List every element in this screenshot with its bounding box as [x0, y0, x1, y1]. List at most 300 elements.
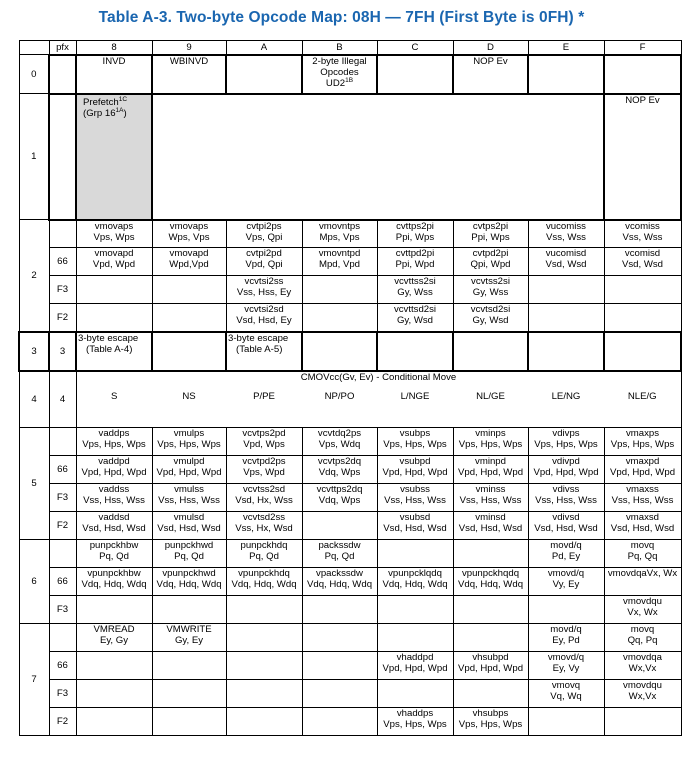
- cell-7-d-f2: [453, 708, 528, 736]
- cell-text: movq: [630, 540, 655, 551]
- cell-text: Vps, Hps, Wps: [458, 719, 523, 730]
- cell-2-9-f3: [152, 276, 226, 304]
- cell-2-8-66: [76, 248, 152, 276]
- cell-text: Vsd, Hsd, Wsd: [383, 523, 447, 534]
- cell-text: vcvtsd2si: [470, 304, 511, 315]
- cell-text: Vps, Wdq: [318, 439, 361, 450]
- cell-5-f: [604, 428, 681, 456]
- cell-2-9-66: [152, 248, 226, 276]
- row-label-2: 2: [19, 220, 49, 332]
- cell-6-c-f3: [377, 596, 453, 624]
- cell-6-f-66: [604, 568, 681, 596]
- cell-5-c-66: [377, 456, 453, 484]
- cell-text: vcvtsi2sd: [244, 304, 284, 315]
- cell-6-c: [377, 540, 453, 568]
- col-header-d: D: [453, 41, 528, 55]
- cell-3-c: [377, 332, 453, 371]
- cell-text: LE/NG: [551, 390, 581, 402]
- row-label-7: 7: [19, 624, 49, 736]
- cell-6-f-f3: [604, 596, 681, 624]
- cell-text: 3-byte escape: [78, 332, 139, 344]
- cell-text: [83, 108, 150, 119]
- cell-text: Qq, Pq: [627, 635, 658, 646]
- cell-text: vsubps: [399, 428, 431, 439]
- cell-5-a: [226, 428, 302, 456]
- cell-text: cvttps2pi: [396, 220, 434, 232]
- cell-6-d-f3: [453, 596, 528, 624]
- cell-text: Vss, Hss, Wss: [459, 495, 522, 506]
- cell-text: Vdq, Hdq, Wdq: [231, 579, 297, 590]
- cell-5-d-66: [453, 456, 528, 484]
- cell-7-9-66: [152, 652, 226, 680]
- cell-text: VMREAD: [93, 624, 135, 635]
- cell-6-b-66: [302, 568, 377, 596]
- cell-text: Vpd, Qpi: [245, 259, 283, 270]
- cmov-p: [226, 384, 302, 428]
- cell-text: Ey, Pd: [552, 635, 580, 646]
- cell-6-a-66: [226, 568, 302, 596]
- cell-text: vmaxpd: [625, 456, 660, 467]
- cell-text: vsubsd: [399, 512, 431, 523]
- col-header-9: 9: [152, 41, 226, 55]
- cell-text: vmovaps: [94, 220, 134, 232]
- cell-2-c-f3: [377, 276, 453, 304]
- cell-text: vmulpd: [173, 456, 205, 467]
- cell-text: Gy, Wsd: [396, 315, 434, 326]
- cell-6-e-f3: [528, 596, 604, 624]
- cell-7-d-66: [453, 652, 528, 680]
- cell-text: Vsd, Hsd, Wsd: [534, 523, 598, 534]
- cell-text: vcomiss: [625, 220, 660, 232]
- cell-6-f: [604, 540, 681, 568]
- cell-text: Vss, Hss, Wss: [611, 495, 674, 506]
- cell-6-d: [453, 540, 528, 568]
- cell-5-8-f3: [76, 484, 152, 512]
- cell-5-f-f2: [604, 512, 681, 540]
- cell-5-f-f3: [604, 484, 681, 512]
- header-row: [19, 41, 681, 55]
- cell-text: vmovdqa: [623, 652, 662, 663]
- cell-text: Vpd, Hpd, Wpd: [609, 467, 676, 478]
- cell-text: Vsd, Hsd, Wsd: [82, 523, 146, 534]
- row-3: [19, 332, 681, 371]
- cell-2-f-f2: [604, 304, 681, 332]
- cell-text: movd/q: [550, 540, 582, 551]
- cell-text: vmaxsd: [625, 512, 660, 523]
- cell-text: Mps, Vps: [319, 231, 360, 243]
- cell-7-b-f3: [302, 680, 377, 708]
- cell-text: Vx, Wx: [627, 607, 658, 618]
- cell-text: Vdq, Hdq, Wdq: [457, 579, 524, 590]
- cell-text: Vss, Hx, Wsd: [235, 523, 293, 534]
- col-header-8: 8: [76, 41, 152, 55]
- cell-text: Opcodes: [320, 66, 359, 78]
- cell-text: Vpd, Hpd, Wpd: [156, 467, 222, 478]
- cell-5-a-66: [226, 456, 302, 484]
- cell-5-9-f3: [152, 484, 226, 512]
- cell-text: cvtpi2ps: [246, 220, 282, 232]
- cell-text: punpckhbw: [89, 540, 139, 551]
- cell-2-9-f2: [152, 304, 226, 332]
- cell-text: Vss, Wss: [546, 231, 586, 243]
- cell-text: Vq, Wq: [550, 691, 582, 702]
- cell-0-a: [226, 55, 302, 94]
- cmov-title: CMOVcc(Gv, Ev) - Conditional Move: [76, 371, 681, 384]
- cell-7-c-66: [377, 652, 453, 680]
- cell-text: Mpd, Vpd: [318, 259, 361, 270]
- row-4-codes: [19, 384, 681, 428]
- cmov-ns: [152, 384, 226, 428]
- row-7-none: [19, 624, 681, 652]
- pfx-cell: F3: [49, 680, 76, 708]
- cell-text: Vps, Wps: [93, 231, 135, 243]
- cell-text: Gy, Wsd: [472, 315, 509, 326]
- cell-text: Qpi, Wpd: [470, 259, 511, 270]
- cell-text: vcvtss2sd: [242, 484, 286, 495]
- row-6-none: [19, 540, 681, 568]
- cell-text: Prefetch: [83, 96, 119, 108]
- cell-5-d-f2: [453, 512, 528, 540]
- row-0: [19, 55, 681, 94]
- opcode-map-table: [18, 40, 682, 736]
- cell-text: Vss, Hss, Wss: [535, 495, 597, 506]
- cell-text: cvtpd2pi: [472, 248, 509, 259]
- cell-text: Wx,Vx: [628, 691, 657, 702]
- cell-7-9: [152, 624, 226, 652]
- cell-text: Vdq, Wps: [318, 467, 361, 478]
- cell-5-d: [453, 428, 528, 456]
- cell-2-f-66: [604, 248, 681, 276]
- cell-6-8-66: [76, 568, 152, 596]
- cell-7-c: [377, 624, 453, 652]
- row-label-4: 4: [19, 371, 49, 428]
- pfx-cell: F3: [49, 484, 76, 512]
- cell-5-9: [152, 428, 226, 456]
- cell-7-d: [453, 624, 528, 652]
- cell-text: (Grp 16: [83, 107, 116, 119]
- cell-text: vpunpckhwd: [162, 568, 216, 579]
- cell-text: VMWRITE: [166, 624, 212, 635]
- cell-text: vsubpd: [399, 456, 431, 467]
- cell-7-8-f2: [76, 708, 152, 736]
- cell-text: Vps, Hps, Wps: [458, 439, 523, 450]
- cell-text: vaddss: [98, 484, 130, 495]
- cell-text: vcvtps2dq: [317, 456, 362, 467]
- cell-7-d-f3: [453, 680, 528, 708]
- cell-text: Vps, Hps, Wps: [383, 719, 447, 730]
- cell-text: vcvtpd2ps: [242, 456, 286, 467]
- cell-3-d: [453, 332, 528, 371]
- cell-text: (Table A-4): [86, 343, 133, 355]
- cell-2-8-f2: [76, 304, 152, 332]
- cell-text: Vdq, Hdq, Wdq: [306, 579, 373, 590]
- cell-text: UD2: [325, 77, 346, 89]
- cell-text: Vps, Qpi: [245, 231, 283, 243]
- cell-1-8: [76, 94, 152, 220]
- cell-2-e-f3: [528, 276, 604, 304]
- pfx-cell: [49, 540, 76, 568]
- cell-2-e-66: [528, 248, 604, 276]
- cell-text: Vpd, Wps: [243, 439, 285, 450]
- cell-2-d-f3: [453, 276, 528, 304]
- cell-7-a-f2: [226, 708, 302, 736]
- cell-text: vmaxps: [625, 428, 660, 439]
- cell-5-9-f2: [152, 512, 226, 540]
- cell-text: Vdq, Hdq, Wdq: [382, 579, 448, 590]
- cell-text: Pq, Qq: [627, 551, 658, 562]
- cell-5-a-f2: [226, 512, 302, 540]
- cell-text: Vps, Hps, Wps: [82, 439, 146, 450]
- cell-2-b: [302, 220, 377, 248]
- cell-text: Vpd, Hpd, Wpd: [382, 467, 448, 478]
- cell-0-c: [377, 55, 453, 94]
- cell-3-e: [528, 332, 604, 371]
- cell-text: vsubss: [400, 484, 430, 495]
- cell-text: vmovapd: [169, 248, 209, 259]
- cell-text: Vpd, Hpd, Wpd: [81, 467, 147, 478]
- cell-text: vpackssdw: [316, 568, 363, 579]
- cell-2-b-66: [302, 248, 377, 276]
- cell-0-b: [302, 55, 377, 94]
- cell-text: vpunpckhdq: [238, 568, 290, 579]
- cell-text: Vps, Hps, Wps: [157, 439, 221, 450]
- cell-3-9: [152, 332, 226, 371]
- cell-text: Pq, Qd: [324, 551, 355, 562]
- cell-text: vhsubpd: [472, 652, 509, 663]
- row-4-title: [19, 371, 681, 384]
- cell-3-f: [604, 332, 681, 371]
- row-label-5: 5: [19, 428, 49, 540]
- cell-text: vhsubps: [472, 708, 509, 719]
- cell-2-c: [377, 220, 453, 248]
- row-2-none: [19, 220, 681, 248]
- cell-text: ): [123, 107, 127, 119]
- cell-text: 2-byte Illegal: [312, 55, 367, 67]
- cell-text: Ppi, Wps: [395, 231, 435, 243]
- cell-7-a-f3: [226, 680, 302, 708]
- cell-2-9: [152, 220, 226, 248]
- cell-0-8: INVD: [76, 55, 152, 94]
- cell-text: Vss, Hss, Ey: [236, 287, 292, 298]
- row-7-f3: [19, 680, 681, 708]
- corner-cell: [19, 41, 49, 55]
- cell-text: vdivss: [552, 484, 580, 495]
- cell-5-b-f3: [302, 484, 377, 512]
- cell-5-c-f2: [377, 512, 453, 540]
- cell-3-8: [76, 332, 152, 371]
- cell-text: vminsd: [475, 512, 506, 523]
- cell-6-8-f3: [76, 596, 152, 624]
- pfx-cell: [49, 94, 76, 220]
- cell-text: vmovdqu: [623, 596, 662, 607]
- cell-2-b-f2: [302, 304, 377, 332]
- cell-text: Vss, Wss: [622, 231, 663, 243]
- cell-2-8-f3: [76, 276, 152, 304]
- cell-text: vmovdqu: [623, 680, 662, 691]
- pfx-cell: 3: [49, 332, 76, 371]
- cell-2-c-f2: [377, 304, 453, 332]
- cell-text: packssdw: [318, 540, 361, 551]
- cell-text: 1A: [115, 106, 124, 114]
- cell-text: Vpd, Hpd, Wpd: [533, 467, 599, 478]
- cell-text: vmovd/q: [547, 652, 585, 663]
- cell-text: NLE/G: [627, 390, 657, 402]
- cell-text: cvttpd2pi: [395, 248, 435, 259]
- pfx-cell: [49, 55, 76, 94]
- cell-6-9-66: [152, 568, 226, 596]
- cell-text: punpckhdq: [240, 540, 288, 551]
- cell-text: Vpd, Wpd: [92, 259, 136, 270]
- cell-7-c-f3: [377, 680, 453, 708]
- cell-5-b-f2: [302, 512, 377, 540]
- cell-text: punpckhwd: [164, 540, 214, 551]
- cell-text: Vsd, Hsd, Ey: [236, 315, 292, 326]
- cell-7-f: [604, 624, 681, 652]
- cell-text: vcomisd: [624, 248, 661, 259]
- pfx-cell: [49, 220, 76, 248]
- cell-text: Vsd, Hsd, Wsd: [157, 523, 221, 534]
- row-1: [19, 94, 681, 220]
- cmov-np: [302, 384, 377, 428]
- cell-0-e: [528, 55, 604, 94]
- cell-text: S: [111, 390, 118, 402]
- cell-text: vmulps: [173, 428, 205, 439]
- cell-text: Vdq, Hdq, Wdq: [81, 579, 147, 590]
- cell-text: vaddps: [98, 428, 130, 439]
- cell-2-c-66: [377, 248, 453, 276]
- row-6-f3: [19, 596, 681, 624]
- cell-text: vhaddps: [396, 708, 434, 719]
- cell-7-8-66: [76, 652, 152, 680]
- cell-6-a: [226, 540, 302, 568]
- pfx-cell: [49, 624, 76, 652]
- row-5-f2: [19, 512, 681, 540]
- cell-2-a-66: [226, 248, 302, 276]
- row-2-66: [19, 248, 681, 276]
- cell-text: vmulsd: [173, 512, 205, 523]
- pfx-cell: F2: [49, 708, 76, 736]
- row-5-none: [19, 428, 681, 456]
- cell-text: Wps, Vps: [168, 231, 210, 243]
- cell-text: vdivsd: [552, 512, 580, 523]
- cell-7-f-f2: [604, 708, 681, 736]
- cell-6-b-f3: [302, 596, 377, 624]
- cmov-s: [76, 384, 152, 428]
- cell-5-8: [76, 428, 152, 456]
- cell-7-b: [302, 624, 377, 652]
- cell-0-d: NOP Ev: [453, 55, 528, 94]
- cell-6-e: [528, 540, 604, 568]
- cell-5-e-66: [528, 456, 604, 484]
- pfx-cell: F2: [49, 512, 76, 540]
- cell-text: NS: [182, 390, 196, 402]
- cell-text: Ppi, Wpd: [395, 259, 435, 270]
- cell-2-f-f3: [604, 276, 681, 304]
- cell-text: vmovntpd: [318, 248, 361, 259]
- cell-text: Pq, Qd: [249, 551, 279, 562]
- cell-7-a: [226, 624, 302, 652]
- cell-text: vdivps: [552, 428, 580, 439]
- cell-text: vminpd: [475, 456, 506, 467]
- cell-text: vdivpd: [552, 456, 580, 467]
- cell-text: Gy, Wss: [472, 287, 509, 298]
- cell-7-8-f3: [76, 680, 152, 708]
- cell-2-a: [226, 220, 302, 248]
- pfx-cell: 66: [49, 568, 76, 596]
- cell-text: 3-byte escape: [228, 332, 289, 344]
- cell-2-f: [604, 220, 681, 248]
- cell-text: Vsd, Hx, Wss: [235, 495, 293, 506]
- cell-text: Vsd, Hsd, Wsd: [458, 523, 523, 534]
- cell-text: vpunpckhbw: [87, 568, 141, 579]
- cell-text: vpunpckhqdq: [461, 568, 520, 579]
- cell-7-b-f2: [302, 708, 377, 736]
- row-label-3: 3: [19, 332, 49, 371]
- cell-2-e-f2: [528, 304, 604, 332]
- cell-7-f-f3: [604, 680, 681, 708]
- cell-7-e: [528, 624, 604, 652]
- cell-text: NL/GE: [476, 390, 505, 402]
- cell-5-e-f2: [528, 512, 604, 540]
- cell-3-b: [302, 332, 377, 371]
- cell-7-b-66: [302, 652, 377, 680]
- cell-text: vmulss: [174, 484, 204, 495]
- cell-text: cvtpi2pd: [246, 248, 282, 259]
- cell-text: Vpd, Hpd, Wpd: [382, 663, 448, 674]
- col-header-a: A: [226, 41, 302, 55]
- col-header-c: C: [377, 41, 453, 55]
- col-header-b: B: [302, 41, 377, 55]
- cell-6-c-66: [377, 568, 453, 596]
- cell-text: Wpd,Vpd: [169, 259, 209, 270]
- cell-text: P/PE: [253, 390, 275, 402]
- row-6-66: [19, 568, 681, 596]
- cell-text: Ppi, Wps: [471, 231, 510, 243]
- cell-text: Pq, Qd: [99, 551, 129, 562]
- pfx-cell: [49, 428, 76, 456]
- cell-text: vucomiss: [546, 220, 586, 232]
- cell-7-8: [76, 624, 152, 652]
- cell-7-e-f2: [528, 708, 604, 736]
- cell-text: vucomisd: [545, 248, 587, 259]
- cell-text: vmaxss: [626, 484, 659, 495]
- cell-2-d: [453, 220, 528, 248]
- cell-text: movd/q: [550, 624, 582, 635]
- cell-5-9-66: [152, 456, 226, 484]
- cell-text: (Table A-5): [236, 343, 283, 355]
- pfx-cell: 4: [49, 371, 76, 428]
- cell-text: NP/PO: [324, 390, 355, 402]
- cell-text: Pq, Qd: [174, 551, 204, 562]
- cell-text: vcvttss2si: [394, 276, 436, 287]
- cell-text: Vps, Hps, Wps: [383, 439, 447, 450]
- cell-2-d-f2: [453, 304, 528, 332]
- cmov-l: [377, 384, 453, 428]
- cell-text: vmovaps: [169, 220, 209, 232]
- cmov-nl: [453, 384, 528, 428]
- cell-5-f-66: [604, 456, 681, 484]
- cell-7-9-f3: [152, 680, 226, 708]
- cell-text: vcvtsd2ss: [242, 512, 286, 523]
- cmov-nle: [604, 384, 681, 428]
- cell-text: vcvtps2pd: [242, 428, 286, 439]
- cell-1-f: NOP Ev: [604, 94, 681, 220]
- row-2-f2: [19, 304, 681, 332]
- cell-6-9-f3: [152, 596, 226, 624]
- cell-text: vmovapd: [94, 248, 134, 259]
- cell-text: vaddsd: [98, 512, 130, 523]
- pfx-cell: 66: [49, 248, 76, 276]
